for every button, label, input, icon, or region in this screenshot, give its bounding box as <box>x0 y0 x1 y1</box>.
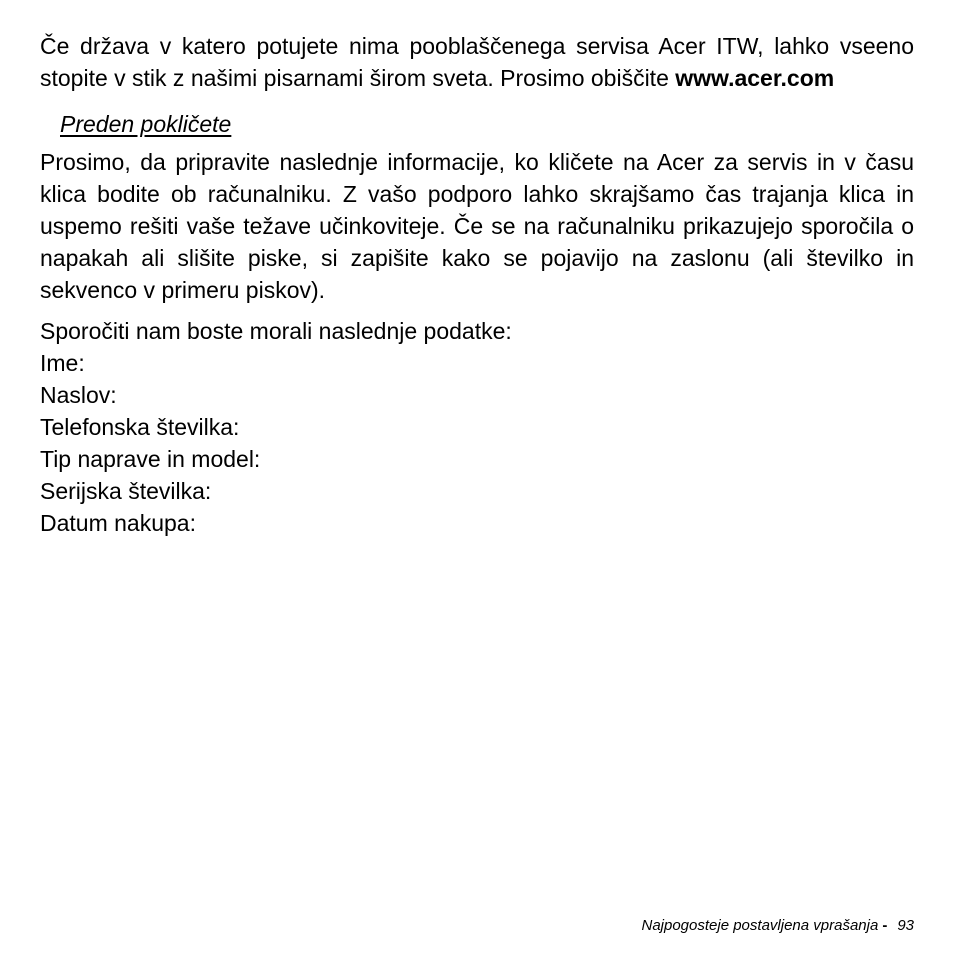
section-subheading: Preden pokličete <box>60 111 232 137</box>
page-number: 93 <box>897 917 914 934</box>
field-address: Naslov: <box>40 382 117 408</box>
intro-text: Če država v katero potujete nima pooblaščenega servisa Acer ITW, lahko vseeno stopite v stik z našimi pisarnami širom sveta. Prosimo obiščite <box>40 33 914 91</box>
footer-separator: - <box>882 917 888 934</box>
acer-website-link[interactable]: www.acer.com <box>675 65 835 91</box>
field-serial-number: Serijska številka: <box>40 478 212 504</box>
field-device-model: Tip naprave in model: <box>40 446 261 472</box>
required-info-list <box>40 347 914 539</box>
field-name: Ime: <box>40 350 85 376</box>
page-footer <box>641 916 914 936</box>
field-phone: Telefonska številka: <box>40 414 240 440</box>
intro-paragraph <box>40 30 914 94</box>
field-purchase-date: Datum nakupa: <box>40 510 196 536</box>
document-page <box>40 30 914 539</box>
preparation-paragraph: Prosimo, da pripravite naslednje informacije, ko kličete na Acer za servis in v času klica bodite ob računalniku. Z vašo podporo lahko skrajšamo čas trajanja klica in uspemo rešiti vaše težave učinkoviteje. Če se na računalniku prikazujejo sporočila o napakah ali slišite piske, si zapišite kako se pojavijo na zaslonu (ali številko in sekvenco v primeru piskov). <box>40 149 914 303</box>
required-info-intro: Sporočiti nam boste morali naslednje podatke: <box>40 318 512 344</box>
footer-section-title: Najpogosteje postavljena vprašanja <box>641 917 879 934</box>
